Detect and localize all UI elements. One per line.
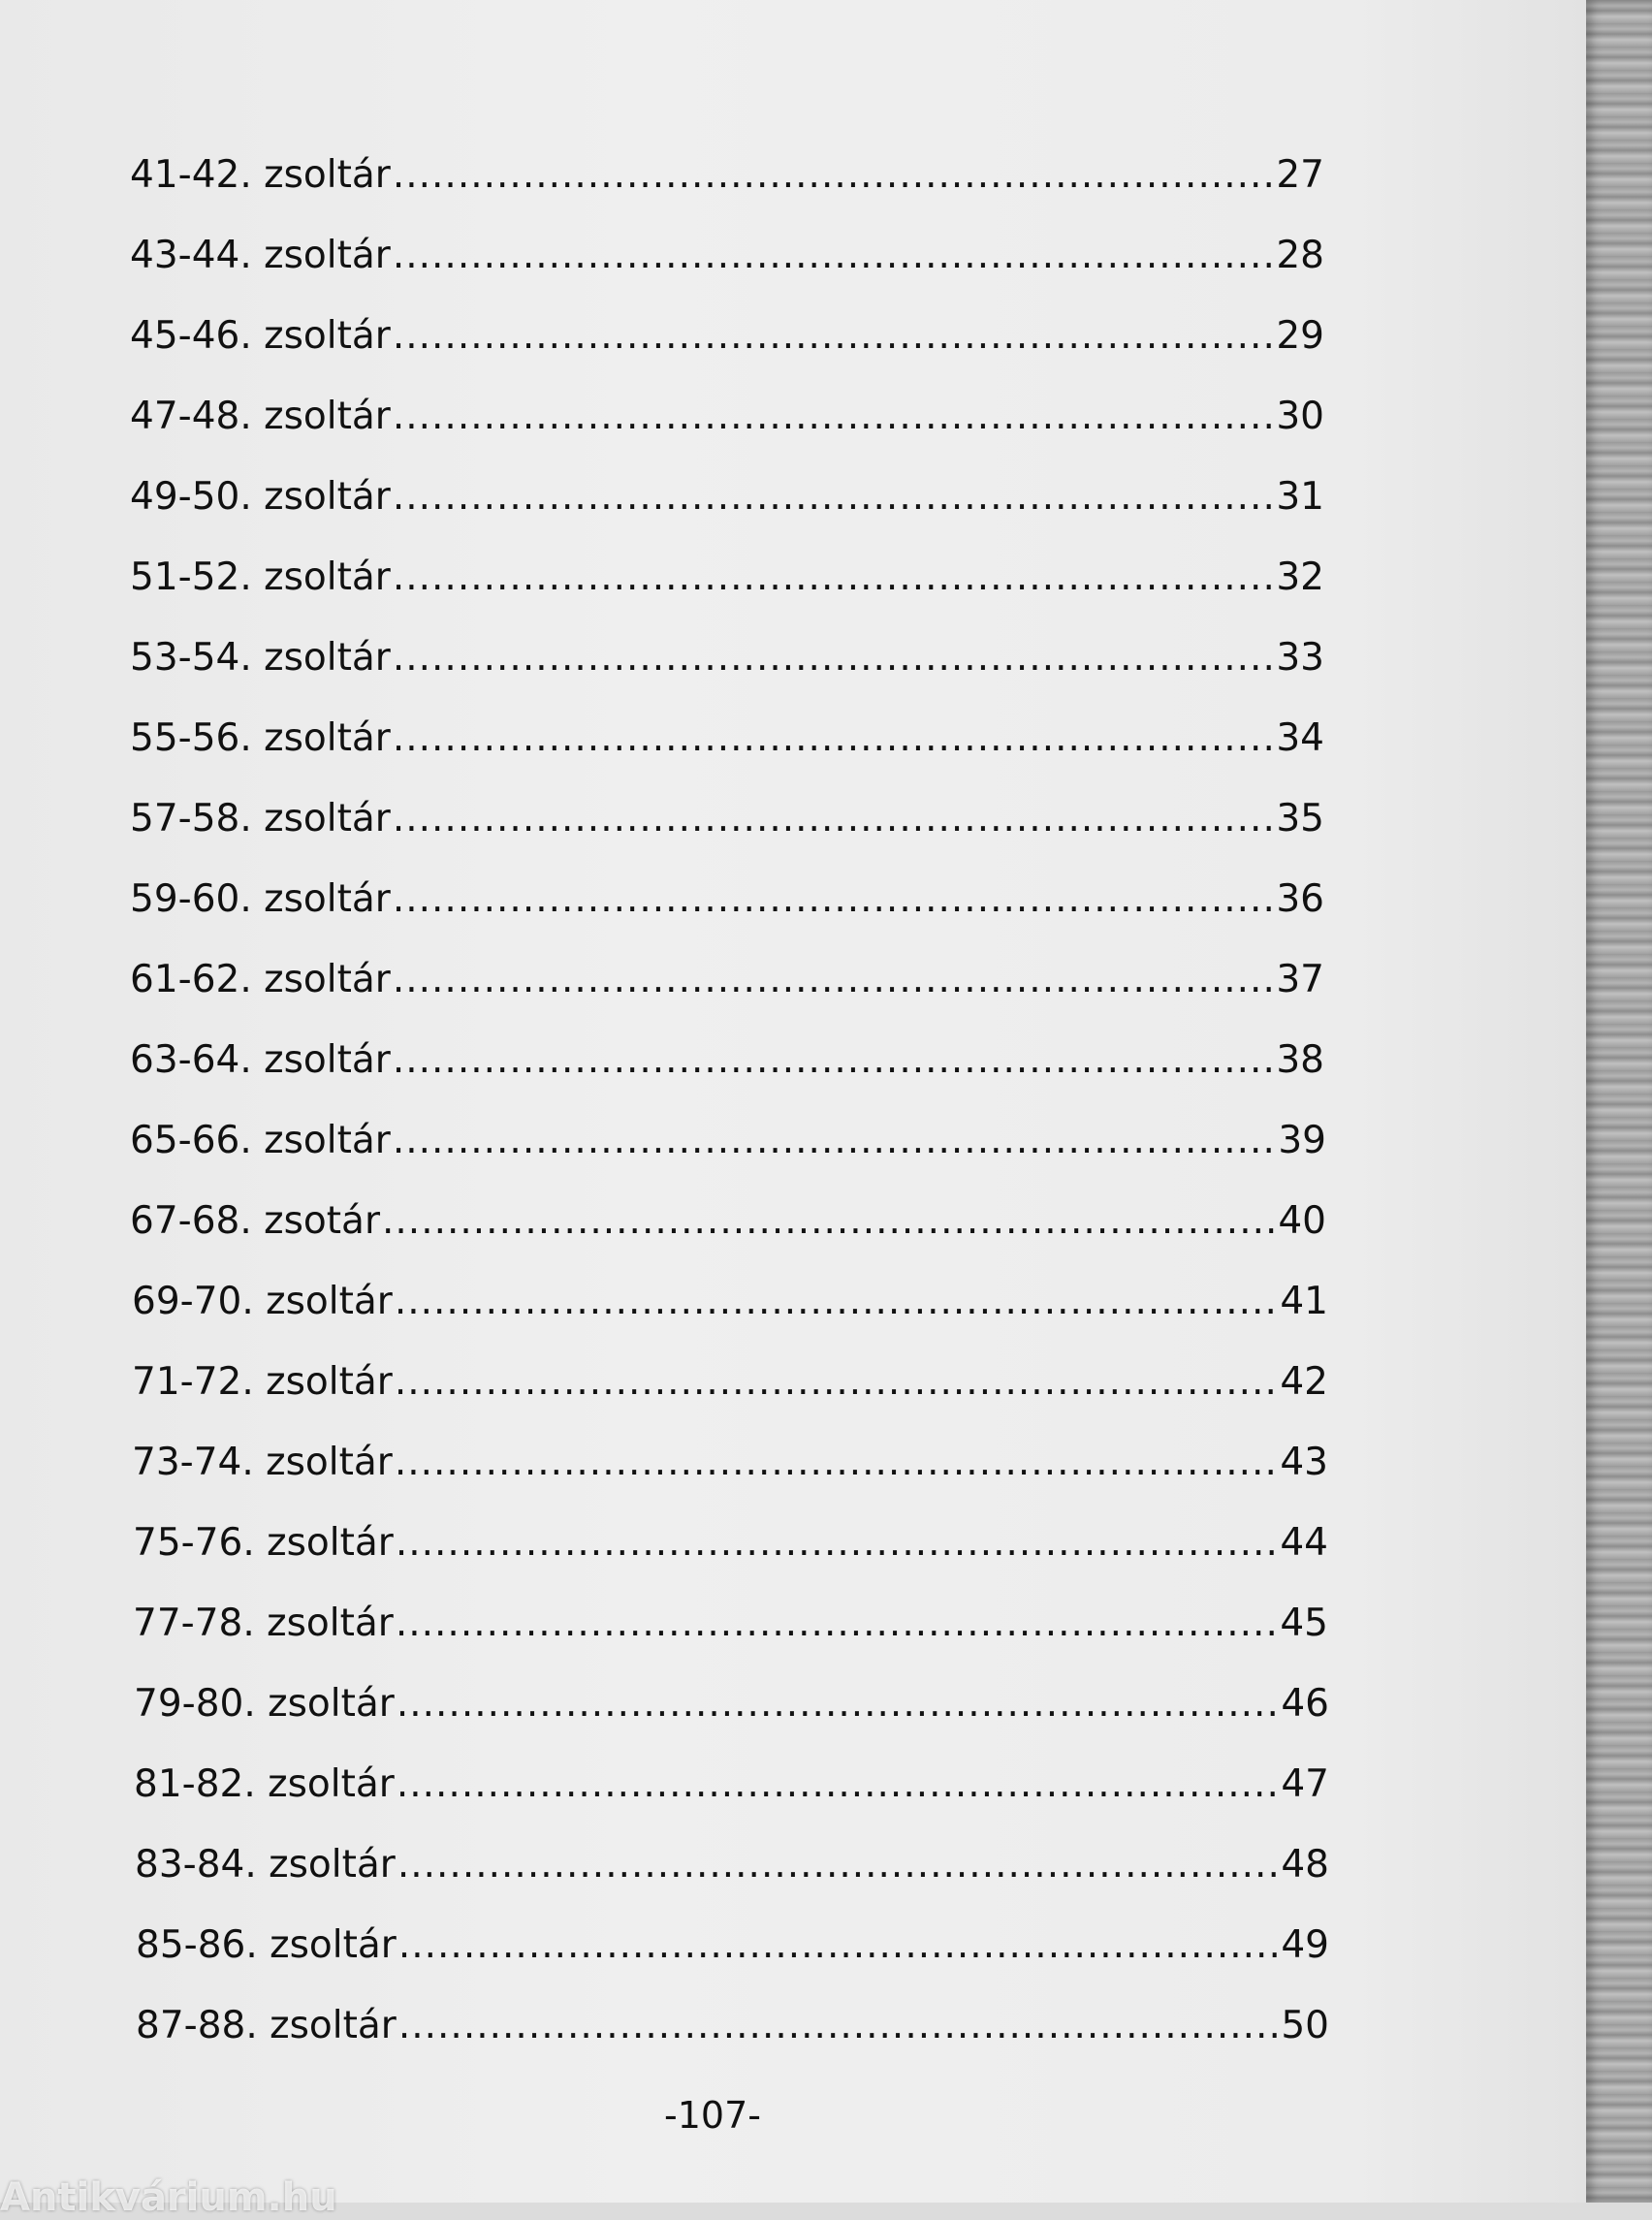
toc-entry-page: 45 bbox=[1280, 1602, 1328, 1645]
dot-leader bbox=[393, 961, 1275, 999]
toc-entry-title: 67-68. zsotár bbox=[130, 1199, 380, 1243]
toc-entry-title: 61-62. zsoltár bbox=[130, 958, 391, 1001]
toc-entry bbox=[130, 377, 1324, 438]
toc-entry-page: 34 bbox=[1276, 716, 1324, 760]
toc-entry-title: 49-50. zsoltár bbox=[130, 475, 391, 519]
toc-entry-title: 79-80. zsoltár bbox=[134, 1682, 395, 1726]
toc-entry bbox=[130, 136, 1324, 197]
toc-entry-page: 33 bbox=[1276, 636, 1324, 680]
toc-entry-title: 81-82. zsoltár bbox=[134, 1762, 395, 1806]
dot-leader bbox=[398, 2007, 1280, 2045]
dot-leader bbox=[393, 156, 1275, 194]
dot-leader bbox=[393, 478, 1275, 516]
toc-entry bbox=[132, 1343, 1328, 1404]
toc-entry-page: 48 bbox=[1281, 1843, 1329, 1887]
toc-entry-title: 85-86. zsoltár bbox=[136, 1923, 397, 1967]
toc-entry bbox=[133, 1584, 1328, 1645]
watermark-text: Antikvárium.hu bbox=[0, 2175, 337, 2220]
dot-leader bbox=[398, 1926, 1280, 1964]
dot-leader bbox=[397, 1685, 1280, 1723]
toc-entry-page: 40 bbox=[1278, 1199, 1326, 1243]
toc-entry-title: 45-46. zsoltár bbox=[130, 314, 391, 358]
toc-entry-page: 39 bbox=[1278, 1119, 1326, 1162]
toc-entry-title: 51-52. zsoltár bbox=[130, 555, 391, 599]
toc-entry bbox=[136, 1986, 1329, 2045]
dot-leader bbox=[393, 639, 1275, 677]
dot-leader bbox=[397, 1765, 1280, 1803]
toc-entry-page: 35 bbox=[1276, 797, 1324, 840]
toc-entry bbox=[135, 1825, 1329, 1887]
toc-entry-page: 32 bbox=[1276, 555, 1324, 599]
dot-leader bbox=[395, 1283, 1279, 1320]
toc-entry-page: 50 bbox=[1281, 2004, 1329, 2047]
toc-entry bbox=[130, 297, 1324, 358]
toc-entry-page: 38 bbox=[1276, 1038, 1324, 1082]
toc-entry bbox=[132, 1262, 1328, 1323]
toc-entry bbox=[130, 458, 1324, 519]
dot-leader bbox=[397, 1846, 1280, 1884]
toc-entry bbox=[132, 1423, 1328, 1484]
toc-entry-page: 30 bbox=[1276, 395, 1324, 438]
dot-leader bbox=[393, 719, 1275, 757]
toc-entry-page: 31 bbox=[1276, 475, 1324, 519]
toc-entry bbox=[136, 1906, 1329, 1967]
toc-entry-page: 36 bbox=[1276, 877, 1324, 921]
toc-entry-title: 87-88. zsoltár bbox=[136, 2004, 397, 2047]
page-stack-edge bbox=[1586, 0, 1652, 2203]
toc-entry-title: 71-72. zsoltár bbox=[132, 1360, 393, 1404]
dot-leader bbox=[393, 558, 1275, 596]
toc-entry-page: 44 bbox=[1280, 1521, 1328, 1565]
dot-leader bbox=[395, 1443, 1279, 1481]
toc-entry-title: 77-78. zsoltár bbox=[133, 1602, 394, 1645]
toc-entry-title: 59-60. zsoltár bbox=[130, 877, 391, 921]
toc-entry-page: 41 bbox=[1280, 1280, 1328, 1323]
toc-entry bbox=[133, 1504, 1328, 1565]
toc-entry-title: 55-56. zsoltár bbox=[130, 716, 391, 760]
dot-leader bbox=[393, 317, 1275, 355]
toc-entry-title: 63-64. zsoltár bbox=[130, 1038, 391, 1082]
toc-entry-title: 65-66. zsoltár bbox=[130, 1119, 391, 1162]
toc-entry-title: 69-70. zsoltár bbox=[132, 1280, 393, 1323]
toc-entry bbox=[134, 1665, 1329, 1726]
dot-leader bbox=[393, 880, 1275, 918]
toc-entry-title: 57-58. zsoltár bbox=[130, 797, 391, 840]
toc-entry-title: 53-54. zsoltár bbox=[130, 636, 391, 680]
dot-leader bbox=[396, 1604, 1279, 1642]
toc-entry-title: 43-44. zsoltár bbox=[130, 234, 391, 277]
toc-entry-title: 83-84. zsoltár bbox=[135, 1843, 396, 1887]
toc-entry-page: 43 bbox=[1280, 1441, 1328, 1484]
page-number: -107- bbox=[664, 2094, 761, 2137]
toc-entry-page: 46 bbox=[1281, 1682, 1329, 1726]
dot-leader bbox=[396, 1524, 1279, 1562]
toc-entry-page: 28 bbox=[1276, 234, 1324, 277]
toc-entry-title: 47-48. zsoltár bbox=[130, 395, 391, 438]
dot-leader bbox=[393, 800, 1275, 838]
toc-entry-title: 75-76. zsoltár bbox=[133, 1521, 394, 1565]
toc-entry-page: 42 bbox=[1280, 1360, 1328, 1404]
toc-entry bbox=[134, 1745, 1329, 1806]
toc-entry-page: 37 bbox=[1276, 958, 1324, 1001]
dot-leader bbox=[393, 1122, 1277, 1159]
toc-entry bbox=[130, 1182, 1326, 1243]
toc-entry bbox=[130, 1021, 1324, 1082]
toc-entry-page: 27 bbox=[1276, 153, 1324, 197]
toc-entry bbox=[130, 699, 1324, 760]
dot-leader bbox=[393, 237, 1275, 274]
toc-entry bbox=[130, 538, 1324, 599]
dot-leader bbox=[382, 1202, 1276, 1240]
toc-entry-title: 41-42. zsoltár bbox=[130, 153, 391, 197]
toc-entry bbox=[130, 860, 1324, 921]
toc-entry bbox=[130, 216, 1324, 277]
toc-entry-title: 73-74. zsoltár bbox=[132, 1441, 393, 1484]
toc-entry-page: 49 bbox=[1281, 1923, 1329, 1967]
toc-entry bbox=[130, 940, 1324, 999]
toc-entry bbox=[130, 1101, 1326, 1162]
dot-leader bbox=[395, 1363, 1279, 1401]
dot-leader bbox=[393, 1041, 1275, 1079]
toc-entry bbox=[130, 618, 1324, 680]
toc-entry bbox=[130, 779, 1324, 838]
toc-entry-page: 29 bbox=[1276, 314, 1324, 358]
dot-leader bbox=[393, 397, 1275, 435]
toc-entry-page: 47 bbox=[1281, 1762, 1329, 1806]
